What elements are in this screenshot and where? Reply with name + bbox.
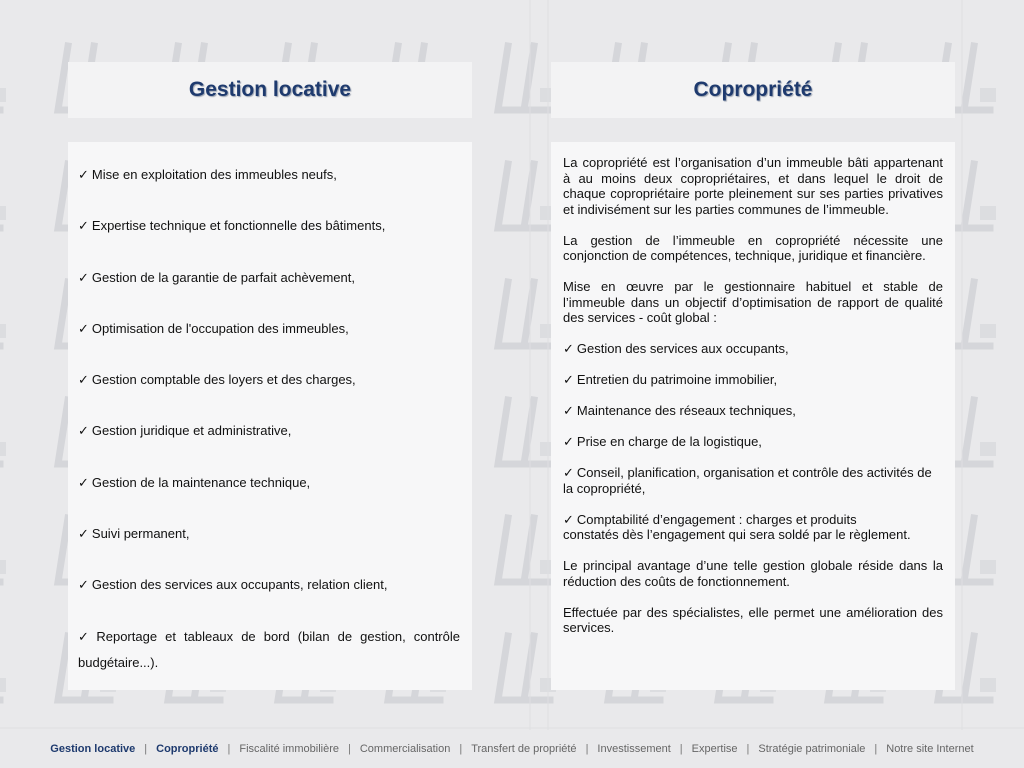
checkmark-icon: ✓: [563, 403, 574, 418]
checkmark-icon: ✓: [563, 511, 574, 527]
footer-separator: |: [144, 743, 148, 755]
list-item: ✓ Optimisation de l'occupation des immeubles,: [78, 320, 349, 336]
checkmark-icon: ✓: [563, 434, 574, 449]
list-item: ✓ Suivi permanent,: [78, 526, 190, 542]
footer-link-expertise[interactable]: Expertise: [691, 743, 738, 755]
footer-nav: [0, 740, 1024, 758]
checkmark-icon: ✓: [563, 465, 574, 480]
list-item: ✓ Expertise technique et fonctionnelle des bâtiments,: [78, 218, 386, 234]
footer-separator: |: [874, 743, 878, 755]
checkmark-icon: ✓: [78, 218, 89, 234]
footer-link-transfert-de-propriete[interactable]: Transfert de propriété: [471, 743, 577, 755]
footer-separator: |: [585, 743, 589, 755]
copropriete-title: Copropriété: [693, 78, 813, 101]
footer-link-investissement[interactable]: Investissement: [597, 743, 671, 755]
copropriete-content: [551, 142, 955, 690]
footer-link-strategie-patrimoniale[interactable]: Stratégie patrimoniale: [758, 743, 866, 755]
checkmark-icon: ✓: [78, 269, 89, 285]
list-item: ✓ Mise en exploitation des immeubles neufs,: [78, 167, 337, 182]
checkmark-icon: ✓: [78, 423, 89, 439]
checkmark-icon: ✓: [78, 577, 89, 593]
footer-separator: |: [227, 743, 231, 755]
list-item: ✓ Gestion comptable des loyers et des charges,: [78, 372, 356, 388]
list-item: ✓ Gestion de la garantie de parfait achèvement,: [78, 269, 355, 285]
footer-link-gestion-locative[interactable]: Gestion locative: [50, 743, 136, 755]
footer-separator: |: [459, 743, 463, 755]
checkmark-icon: ✓: [563, 372, 574, 387]
checkmark-icon: ✓: [78, 526, 89, 542]
list-item: ✓ Prise en charge de la logistique,: [563, 434, 762, 449]
list-item: ✓ Gestion juridique et administrative,: [78, 423, 292, 439]
footer-separator: |: [746, 743, 750, 755]
gestion-locative-header: [68, 62, 472, 118]
list-item: ✓ Gestion de la maintenance technique,: [78, 474, 311, 490]
intro-paragraph: La copropriété est l’organisation d’un immeuble bâti appartenant à au moins deux copropriétaires, et dans lequel le droit de chaque copropriétaire porte pleinement sur ses parties privatives et indivisément sur les parties communes de l’immeuble.: [563, 155, 943, 217]
list-item: ✓ Conseil, planification, organisation et contrôle des activités de la copropriété,: [563, 465, 932, 496]
copropriete-header: [551, 62, 955, 118]
list-item: ✓ Gestion des services aux occupants,: [563, 341, 789, 356]
outro-paragraph: Le principal avantage d’une telle gestion globale réside dans la réduction des coûts de fonctionnement.: [563, 558, 943, 589]
footer-link-commercialisation[interactable]: Commercialisation: [359, 743, 451, 755]
footer-separator: |: [679, 743, 683, 755]
checkmark-icon: ✓: [78, 474, 89, 490]
checkmark-icon: ✓: [78, 628, 94, 644]
list-item: ✓ Reportage et tableaux de bord (bilan de gestion, contrôle budgétaire...).: [78, 628, 460, 670]
list-item: ✓ Comptabilité d’engagement : charges et produits constatés dès l’engagement qui sera soldé par le règlement.: [563, 511, 911, 542]
footer-link-notre-site-internet[interactable]: Notre site Internet: [886, 743, 974, 755]
outro-paragraph: Effectuée par des spécialistes, elle permet une amélioration des services.: [563, 604, 943, 635]
checkmark-icon: ✓: [563, 341, 574, 356]
gestion-locative-title: Gestion locative: [188, 78, 352, 101]
intro-paragraph: La gestion de l’immeuble en copropriété nécessite une conjonction de compétences, technique, juridique et financière.: [563, 232, 943, 263]
intro-paragraph: Mise en œuvre par le gestionnaire habituel et stable de l’immeuble dans un objectif d’optimisation de rapport de qualité des services - coût global :: [563, 279, 943, 325]
list-item: ✓ Gestion des services aux occupants, relation client,: [78, 577, 388, 593]
gestion-locative-list: [68, 142, 472, 690]
checkmark-icon: ✓: [78, 372, 89, 388]
list-item: ✓ Maintenance des réseaux techniques,: [563, 403, 796, 418]
footer-link-fiscalite-immobiliere[interactable]: Fiscalité immobilière: [239, 743, 339, 755]
list-item: ✓ Entretien du patrimoine immobilier,: [563, 372, 778, 387]
checkmark-icon: ✓: [78, 320, 89, 336]
checkmark-icon: ✓: [78, 167, 89, 182]
footer-link-copropriete[interactable]: Copropriété: [156, 743, 219, 755]
footer-separator: |: [347, 743, 351, 755]
